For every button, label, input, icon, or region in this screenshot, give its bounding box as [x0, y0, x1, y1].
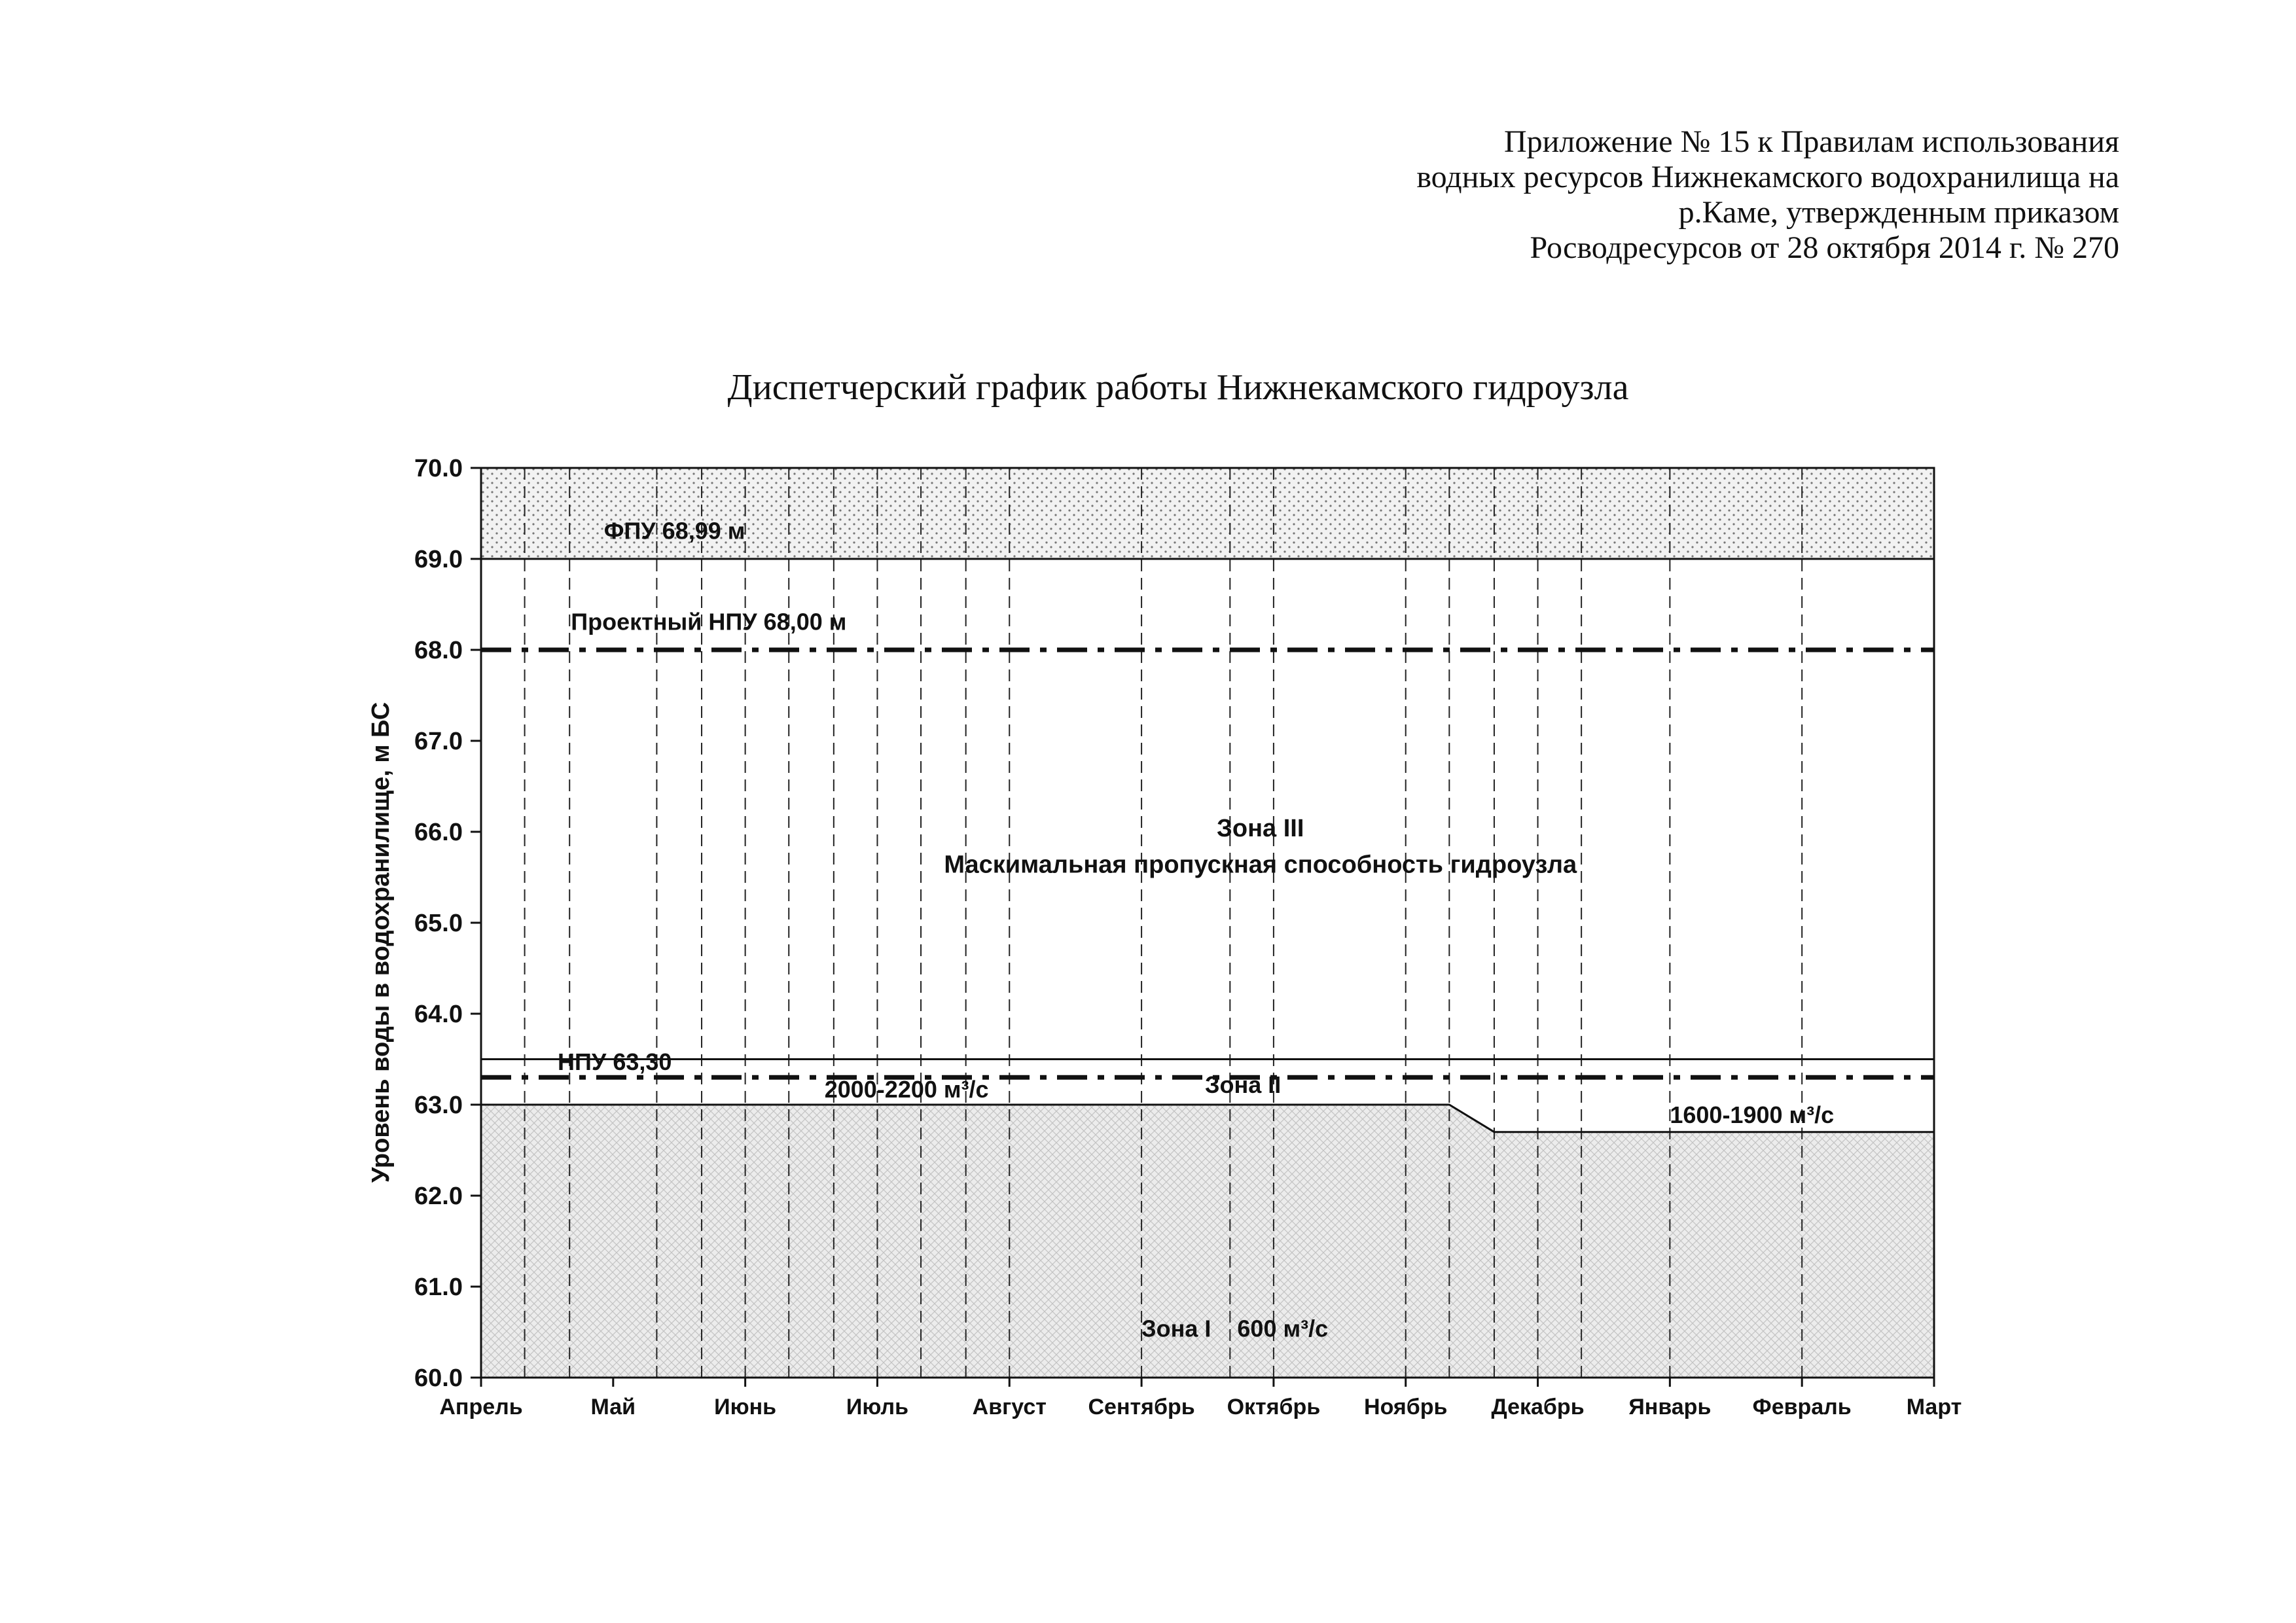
x-tick-label: Декабрь	[1491, 1395, 1585, 1419]
x-tick-label: Сентябрь	[1088, 1395, 1195, 1419]
x-tick-label: Август	[972, 1395, 1047, 1419]
y-axis-label: Уровень воды в водохранилище, м БС	[367, 702, 395, 1183]
npu-label: НПУ 63,30	[558, 1048, 672, 1076]
y-tick-label: 65.0	[414, 910, 463, 937]
x-axis	[439, 1378, 1962, 1419]
x-tick-label: Июнь	[714, 1395, 777, 1419]
y-tick-label: 64.0	[414, 1001, 463, 1028]
header-line-3: р.Каме, утвержденным приказом	[1678, 195, 2119, 230]
project-npu-label: Проектный НПУ 68,00 м	[571, 608, 847, 635]
fpu-label: ФПУ 68,99 м	[603, 517, 745, 544]
y-tick-label: 67.0	[414, 728, 463, 755]
chart-title: Диспетчерский график работы Нижнекамского гидроузла	[727, 367, 1629, 408]
y-tick-label: 68.0	[414, 637, 463, 664]
y-tick-label: 62.0	[414, 1183, 463, 1210]
y-tick-label: 66.0	[414, 819, 463, 846]
fpu-zone-fill	[481, 468, 1934, 559]
zone3-title: Зона III	[1217, 814, 1304, 842]
y-axis	[414, 455, 481, 1392]
x-tick-label: Апрель	[439, 1395, 523, 1419]
level-lines	[481, 559, 1934, 1132]
winter-discharge-label: 1600-1900 м³/с	[1670, 1101, 1835, 1128]
header-line-4: Росводресурсов от 28 октября 2014 г. № 270	[1530, 230, 2119, 265]
x-tick-label: Май	[590, 1395, 636, 1419]
x-tick-label: Январь	[1628, 1395, 1712, 1419]
y-tick-label: 63.0	[414, 1092, 463, 1119]
zone3-description: Маскимальная пропускная способность гидроузла	[944, 851, 1577, 879]
y-tick-label: 70.0	[414, 455, 463, 482]
x-tick-label: Февраль	[1752, 1395, 1852, 1419]
x-tick-label: Октябрь	[1227, 1395, 1321, 1419]
y-tick-label: 60.0	[414, 1364, 463, 1392]
x-tick-label: Июль	[846, 1395, 909, 1419]
y-tick-label: 61.0	[414, 1274, 463, 1301]
x-tick-label: Ноябрь	[1364, 1395, 1448, 1419]
zone2-label: Зона II	[1204, 1071, 1282, 1098]
zone-fills	[481, 468, 1934, 1378]
y-tick-label: 69.0	[414, 546, 463, 573]
summer-discharge-label: 2000-2200 м³/с	[824, 1075, 989, 1103]
header-line-1: Приложение № 15 к Правилам использования	[1503, 124, 2119, 159]
header-line-2: водных ресурсов Нижнекамского водохранилища на	[1416, 160, 2119, 194]
zone1-label: Зона I 600 м³/с	[1141, 1315, 1329, 1342]
x-tick-label: Март	[1906, 1395, 1962, 1419]
